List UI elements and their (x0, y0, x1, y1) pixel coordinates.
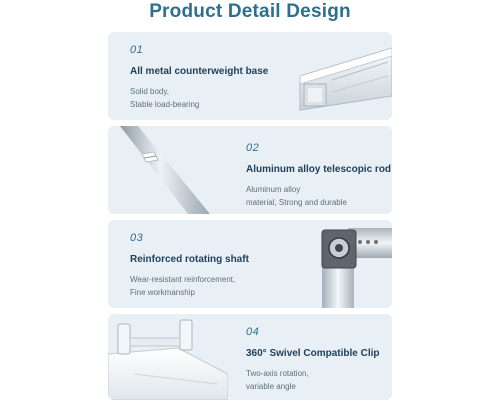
rotating-shaft-image (304, 220, 392, 308)
description-line: Aluminum alloy (246, 185, 301, 194)
feature-number: 02 (246, 142, 260, 154)
feature-number: 04 (246, 326, 260, 338)
feature-description (246, 367, 309, 393)
feature-card-shaft (108, 220, 392, 308)
description-line: Wear-resistant reinforcement, (130, 275, 236, 284)
feature-card-clip (108, 314, 392, 400)
feature-number: 01 (130, 44, 144, 56)
telescopic-rod-image (108, 126, 228, 214)
counterweight-base-image (292, 40, 392, 114)
feature-heading: 360° Swivel Compatible Clip (246, 348, 380, 359)
feature-description (130, 85, 199, 111)
feature-heading: All metal counterweight base (130, 66, 269, 77)
feature-card-rod (108, 126, 392, 214)
description-line: variable angle (246, 382, 296, 391)
description-line: Fine workmanship (130, 288, 195, 297)
description-line: Two-axis rotation, (246, 369, 309, 378)
feature-heading: Aluminum alloy telescopic rod (246, 164, 392, 175)
description-line: Solid body, (130, 87, 169, 96)
page-title: Product Detail Design (149, 1, 351, 22)
feature-card-base (108, 32, 392, 120)
swivel-clip-image (108, 314, 228, 400)
feature-number: 03 (130, 232, 144, 244)
description-line: Stable load-bearing (130, 100, 200, 109)
feature-heading: Reinforced rotating shaft (130, 254, 249, 265)
description-line: material, Strong and durable (246, 198, 347, 207)
feature-description (246, 183, 347, 209)
feature-description (130, 273, 235, 299)
